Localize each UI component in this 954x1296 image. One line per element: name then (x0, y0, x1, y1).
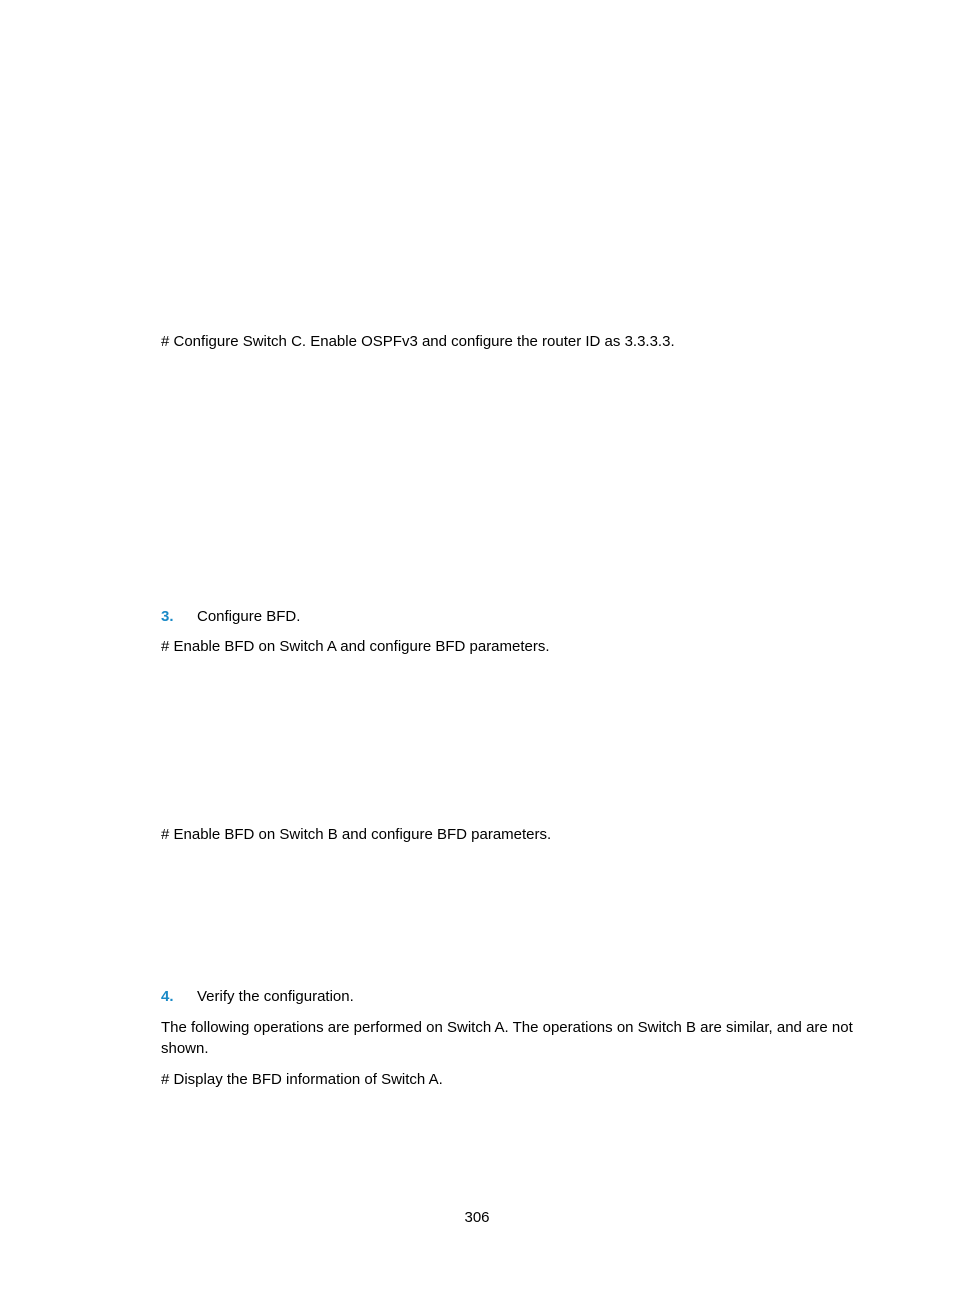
step-3 (161, 606, 300, 627)
paragraph-display-bfd: # Display the BFD information of Switch A. (161, 1071, 443, 1088)
paragraph-enable-bfd-switch-b: # Enable BFD on Switch B and configure BFD parameters. (161, 826, 552, 843)
paragraph-configure-switch-c: # Configure Switch C. Enable OSPFv3 and configure the router ID as 3.3.3.3. (161, 333, 675, 350)
page-number: 306 (464, 1209, 490, 1226)
step-4-text: Verify the configuration. (197, 988, 354, 1005)
step-3-number: 3. (161, 608, 174, 625)
paragraph-operations-note: The following operations are performed on Switch A. The operations on Switch B are similar, and are not shown. (161, 1019, 853, 1057)
step-4 (161, 986, 354, 1007)
step-4-number: 4. (161, 988, 174, 1005)
paragraph-enable-bfd-switch-a: # Enable BFD on Switch A and configure BFD parameters. (161, 638, 550, 655)
step-3-text: Configure BFD. (197, 608, 301, 625)
